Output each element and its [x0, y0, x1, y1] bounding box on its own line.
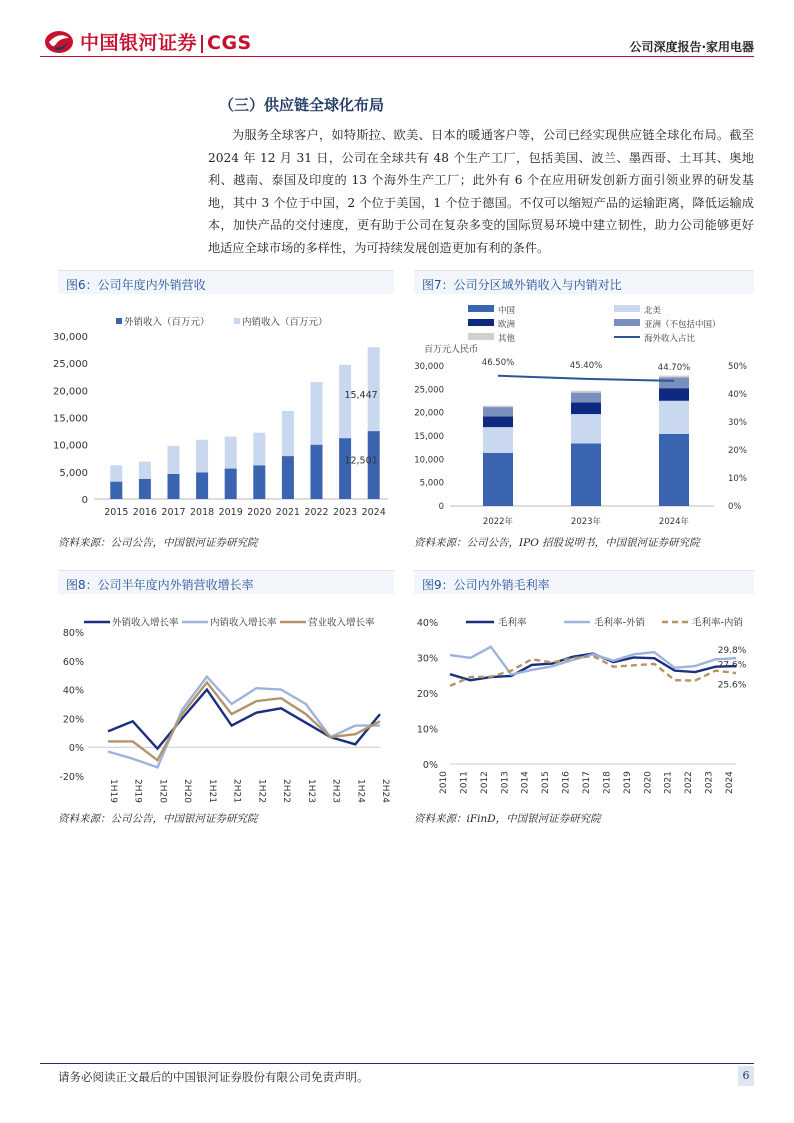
x-tick-label: 2018: [190, 507, 215, 518]
bar-region: [659, 434, 689, 506]
legend-label: 海外收入占比: [644, 334, 696, 344]
x-tick-label: 1H21: [206, 779, 217, 803]
x-tick-label: 1H20: [157, 779, 168, 803]
bar-export: [139, 479, 151, 499]
x-tick-label: 2021: [275, 507, 300, 518]
bar-domestic: [110, 465, 122, 481]
y2-tick-label: 10%: [728, 474, 747, 484]
legend-swatch: [468, 305, 494, 312]
bar-region: [571, 391, 601, 393]
bar-export: [339, 438, 351, 499]
bar-region: [483, 406, 513, 407]
fig8-title: 图8：公司半年度内外销营收增长率: [66, 578, 254, 592]
fig7-chart: [414, 296, 754, 534]
y-tick-label: 0: [438, 502, 444, 512]
x-tick-label: 2H21: [231, 779, 242, 803]
bar-export: [311, 445, 323, 499]
fig6-chart: [53, 296, 394, 534]
bar-region: [483, 453, 513, 506]
y-tick-label: 30,000: [414, 362, 444, 372]
fig9-chart: [414, 596, 754, 808]
legend-swatch: [116, 318, 122, 324]
x-tick-label: 2012: [479, 771, 490, 794]
y-tick-label: 0: [81, 495, 88, 506]
x-tick-label: 2H19: [132, 779, 143, 803]
fig8-chart: [58, 596, 394, 808]
x-tick-label: 2020: [643, 771, 654, 794]
series-line-2: [108, 682, 380, 760]
series-line-0: [108, 690, 380, 749]
x-tick-label: 2H20: [182, 779, 193, 803]
x-tick-label: 2019: [218, 507, 243, 518]
legend-label: 营业收入增长率: [308, 617, 375, 629]
x-tick-label: 2011: [459, 771, 470, 794]
report-type: 公司深度报告·家用电器: [629, 40, 754, 54]
bar-export: [196, 472, 208, 499]
bar-export: [168, 474, 180, 499]
x-tick-label: 2023年: [570, 517, 602, 527]
y-tick-label: 80%: [62, 628, 84, 639]
bar-region: [483, 407, 513, 416]
legend-label: 其他: [498, 334, 516, 344]
bar-region: [571, 402, 601, 414]
brand-logo: [44, 28, 252, 55]
bar-region: [659, 376, 689, 378]
brand-name-cn: 中国银河证券: [80, 32, 198, 54]
y-tick-label: 15,000: [414, 432, 444, 442]
x-tick-label: 2014: [520, 771, 531, 794]
legend-swatch: [614, 305, 640, 312]
x-tick-label: 2022: [684, 771, 695, 794]
y-tick-label: 20,000: [414, 408, 444, 419]
data-label-export-2024: 12,501: [344, 455, 378, 467]
bar-export: [110, 482, 122, 499]
x-tick-label: 2024年: [658, 517, 690, 527]
x-tick-label: 1H19: [108, 779, 118, 803]
y-tick-label: 30,000: [53, 332, 88, 343]
x-tick-label: 2020: [247, 507, 272, 518]
y-tick-label: 20,000: [53, 386, 88, 398]
y-tick-label: -20%: [59, 772, 84, 783]
y-tick-label: 25,000: [414, 385, 444, 396]
x-tick-label: 2022: [304, 507, 329, 518]
y2-tick-label: 30%: [728, 418, 747, 428]
x-tick-label: 2018: [602, 771, 613, 794]
brand-name-en: CGS: [207, 32, 252, 54]
bar-region: [659, 388, 689, 401]
fig7-title: 图7：公司分区域外销收入与内销对比: [422, 278, 622, 292]
legend-label: 毛利率-内销: [692, 617, 743, 629]
footer-disclaimer: 请务必阅读正文最后的中国银河证券股份有限公司免责声明。: [58, 1070, 369, 1084]
x-tick-label: 2016: [132, 507, 157, 518]
x-tick-label: 2024: [361, 507, 386, 518]
legend-swatch: [468, 333, 494, 340]
legend-label: 亚洲（不包括中国）: [644, 320, 721, 330]
bar-domestic: [139, 462, 151, 479]
bar-region: [659, 377, 689, 388]
legend-label: 内销收入（百万元）: [242, 317, 328, 328]
y-tick-label: 20%: [62, 714, 84, 726]
series-line-1: [450, 647, 736, 675]
x-tick-label: 2H22: [281, 779, 292, 803]
y2-tick-label: 0%: [728, 502, 742, 512]
bar-region: [571, 443, 601, 506]
share-data-label: 44.70%: [657, 362, 691, 373]
bar-region: [571, 414, 601, 443]
bar-region: [483, 416, 513, 427]
data-label-domestic: 25.6%: [717, 680, 747, 691]
section-title: （三）供应链全球化布局: [219, 96, 385, 114]
y-tick-label: 10%: [416, 724, 438, 736]
y-tick-label: 30%: [416, 653, 438, 665]
x-tick-label: 2024: [725, 771, 735, 794]
x-tick-label: 2010: [439, 771, 449, 794]
bar-region: [659, 401, 689, 434]
y-tick-label: 15,000: [53, 413, 88, 425]
y-tick-label: 5,000: [59, 467, 88, 479]
bar-export: [225, 469, 237, 499]
x-tick-label: 1H22: [256, 779, 267, 803]
x-tick-label: 2023: [704, 771, 715, 794]
y-tick-label: 10,000: [414, 455, 444, 466]
fig6-source: 资料来源：公司公告，中国银河证券研究院: [58, 537, 258, 549]
x-tick-label: 2H23: [330, 779, 341, 803]
x-tick-label: 2023: [333, 507, 358, 518]
y-tick-label: 0%: [68, 743, 84, 755]
y-tick-label: 10,000: [53, 440, 88, 452]
fig8-source: 资料来源：公司公告，中国银河证券研究院: [58, 813, 258, 825]
y-tick-label: 5,000: [419, 478, 444, 489]
x-tick-label: 2017: [582, 771, 592, 794]
x-tick-label: 1H23: [305, 779, 316, 803]
footer-divider: [40, 1063, 754, 1064]
overseas-share-line: [498, 376, 674, 381]
fig9-title: 图9：公司内外销毛利率: [422, 578, 550, 592]
x-tick-label: 2013: [500, 771, 511, 794]
y-tick-label: 25,000: [53, 359, 88, 371]
legend-label: 外销收入（百万元）: [124, 317, 210, 328]
y-axis-title: 百万元人民币: [424, 345, 479, 355]
x-tick-label: 2016: [561, 771, 572, 794]
y2-tick-label: 20%: [728, 446, 747, 456]
legend-label: 内销收入增长率: [210, 617, 277, 629]
bar-domestic: [339, 365, 351, 438]
bar-domestic: [253, 433, 265, 466]
legend-label: 欧洲: [498, 320, 516, 330]
data-label-overall: 27.6%: [717, 660, 747, 671]
x-tick-label: 2019: [622, 771, 633, 794]
data-label-domestic-2024: 15,447: [344, 389, 378, 401]
y-tick-label: 40%: [62, 685, 84, 697]
legend-swatch: [468, 319, 494, 326]
legend-label: 中国: [498, 306, 516, 316]
fig7-source: 资料来源：公司公告，IPO 招股说明书，中国银河证券研究院: [414, 537, 700, 549]
bar-domestic: [168, 446, 180, 474]
share-data-label: 46.50%: [481, 357, 515, 368]
legend-label: 外销收入增长率: [112, 617, 179, 629]
bar-domestic: [196, 440, 208, 473]
y-tick-label: 60%: [62, 656, 84, 668]
bar-region: [483, 427, 513, 453]
page-number: 6: [738, 1066, 754, 1086]
y-tick-label: 20%: [416, 689, 438, 700]
bar-export: [253, 465, 265, 499]
x-tick-label: 2015: [104, 507, 129, 518]
header-divider: [40, 56, 754, 57]
legend-label: 毛利率-外销: [594, 617, 645, 629]
y2-tick-label: 40%: [728, 390, 747, 400]
x-tick-label: 2022年: [482, 517, 514, 527]
bar-domestic: [225, 437, 237, 469]
fig9-source: 资料来源：iFinD，中国银河证券研究院: [414, 813, 601, 825]
x-tick-label: 2015: [541, 771, 552, 794]
share-data-label: 45.40%: [569, 360, 603, 371]
section-paragraph: 为服务全球客户，如特斯拉、欧美、日本的暖通客户等，公司已经实现供应链全球化布局。截至 2024 年 12 月 31 日，公司在全球共有 48 个生产工厂，包括美国、波兰、墨西哥、土耳其、奥地利、越南、泰国及印度的 13 个海外生产工厂；此外有 6 个在应用研发创新方面引领业界的研发基地，其中 3 个位于中国，2 个位于美国，1 个位于德国。不仅可以缩短产品的运输距离，降低运输成本，加快产品的交付速度，更有助于公司在复杂多变的国际贸易环境中建立韧性，助力公司能够更好地适应全球市场的多样性，为可持续发展创造更加有利的条件。: [208, 128, 754, 255]
brand-emblem-icon: [44, 29, 74, 55]
bar-export: [282, 456, 294, 499]
bar-domestic: [311, 382, 323, 444]
legend-swatch: [234, 318, 240, 324]
legend-label: 北美: [644, 306, 662, 316]
x-tick-label: 2H24: [380, 779, 390, 803]
x-tick-label: 2021: [663, 771, 674, 794]
data-label-export: 29.8%: [717, 646, 747, 657]
legend-swatch: [614, 319, 640, 326]
y-tick-label: 40%: [416, 618, 438, 629]
bar-domestic: [282, 411, 294, 456]
bar-region: [571, 393, 601, 403]
x-tick-label: 2017: [161, 507, 186, 518]
y-tick-label: 0%: [422, 760, 438, 771]
legend-label: 毛利率: [498, 617, 527, 629]
y2-tick-label: 50%: [728, 362, 747, 372]
fig6-title: 图6：公司年度内外销营收: [66, 278, 206, 292]
x-tick-label: 1H24: [355, 779, 366, 803]
